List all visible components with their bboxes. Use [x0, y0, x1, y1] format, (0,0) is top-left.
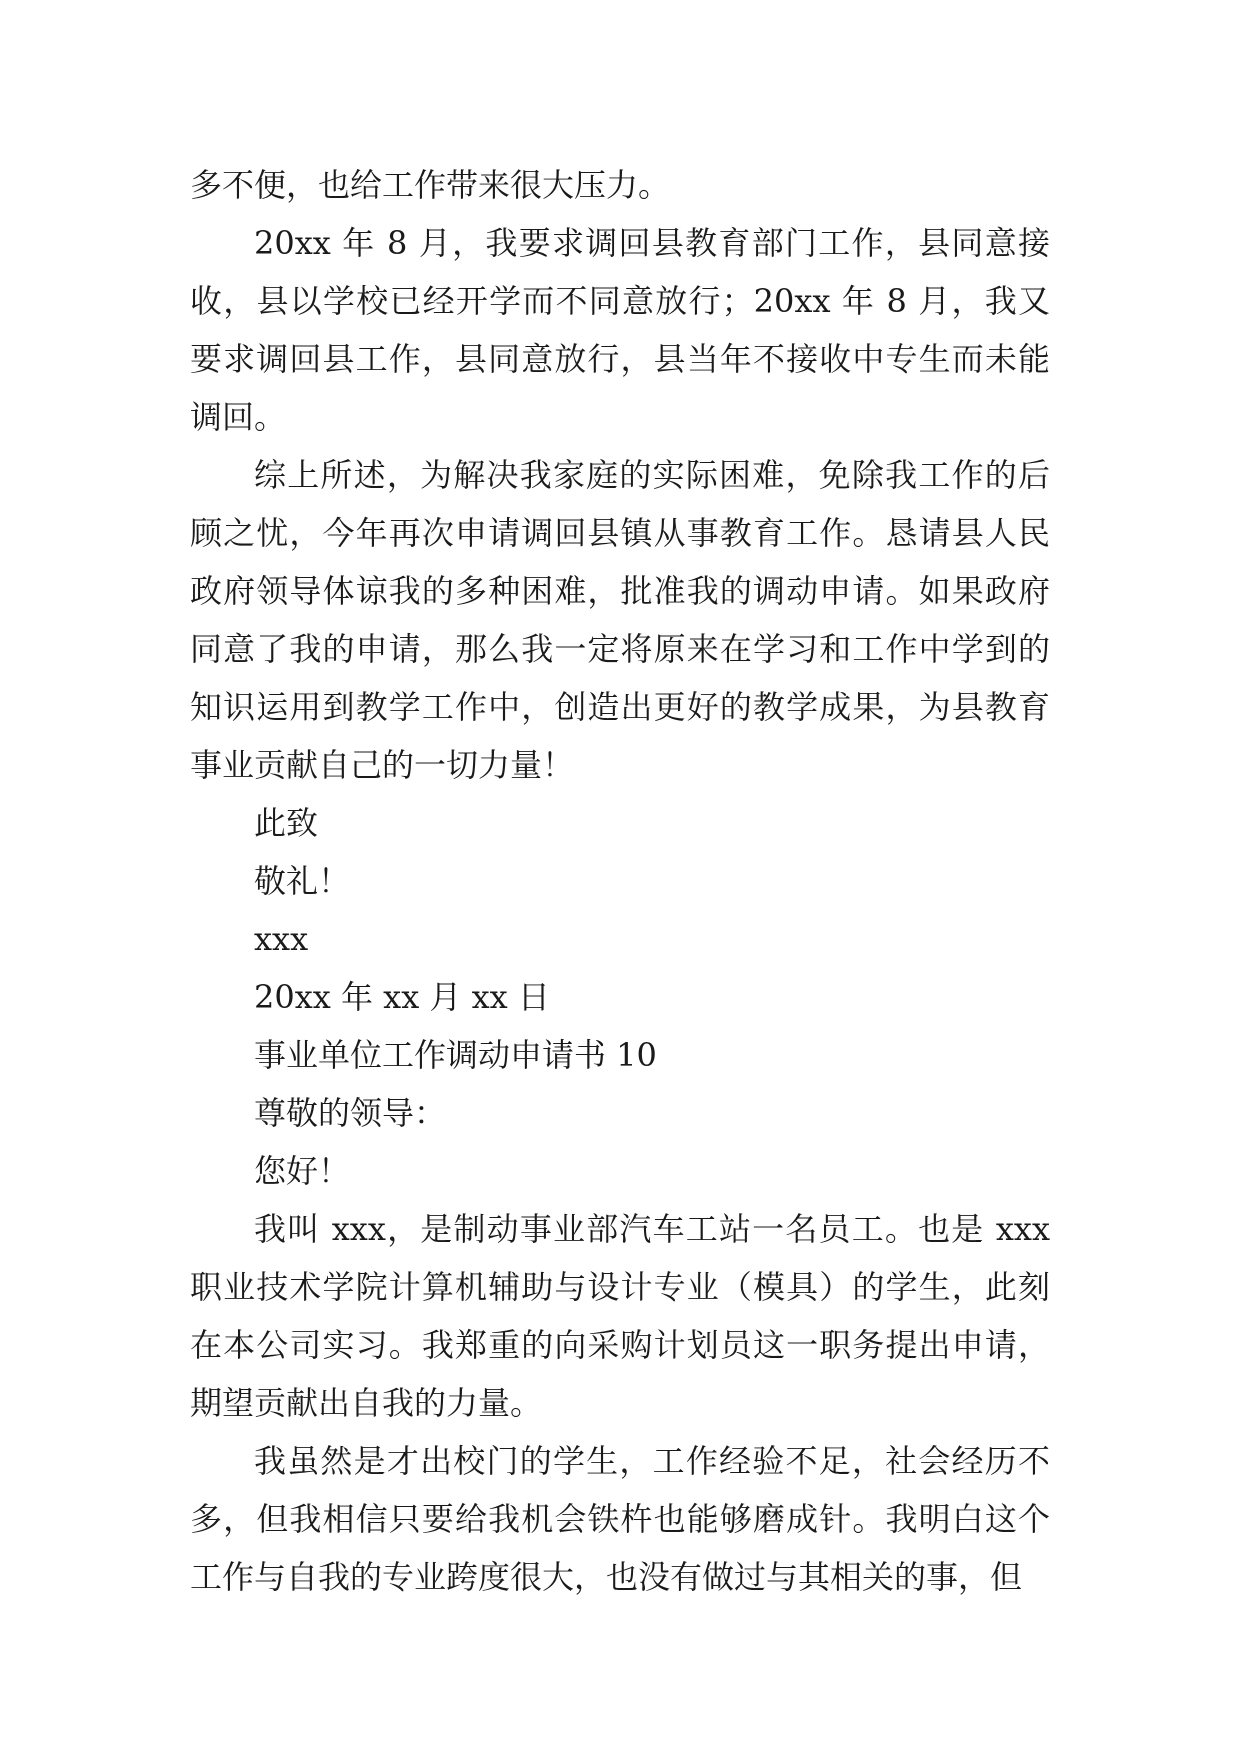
closing-cizhi: 此致	[254, 804, 319, 842]
paragraph-motivation: 我虽然是才出校门的学生，工作经验不足，社会经历不多，但我相信只要给我机会铁杵也能够磨成针。我明白这个工作与自我的专业跨度很大，也没有做过与其相关的事，但	[190, 1442, 1050, 1596]
paragraph-transfer-history: 20xx 年 8 月，我要求调回县教育部门工作，县同意接收，县以学校已经开学而不同意放行；20xx 年 8 月，我又要求调回县工作，县同意放行，县当年不接收中专生而未能调回。	[190, 224, 1050, 436]
document-body	[190, 156, 1050, 1606]
paragraph-continuation: 多不便，也给工作带来很大压力。	[190, 166, 671, 204]
section-heading: 事业单位工作调动申请书 10	[254, 1036, 657, 1074]
signature: xxx	[254, 920, 309, 958]
date-line: 20xx 年 xx 月 xx 日	[254, 978, 550, 1016]
salutation: 尊敬的领导：	[254, 1094, 447, 1132]
paragraph-self-introduction: 我叫 xxx，是制动事业部汽车工站一名员工。也是 xxx 职业技术学院计算机辅助与设计专业（模具）的学生，此刻在本公司实习。我郑重的向采购计划员这一职务提出申请，期望贡献出自我的力量。	[190, 1210, 1050, 1422]
closing-jingli: 敬礼！	[254, 862, 351, 900]
paragraph-summary-request: 综上所述，为解决我家庭的实际困难，免除我工作的后顾之忧，今年再次申请调回县镇从事教育工作。恳请县人民政府领导体谅我的多种困难，批准我的调动申请。如果政府同意了我的申请，那么我一定将原来在学习和工作中学到的知识运用到教学工作中，创造出更好的教学成果，为县教育事业贡献自己的一切力量！	[190, 456, 1050, 784]
greeting: 您好！	[254, 1152, 351, 1190]
